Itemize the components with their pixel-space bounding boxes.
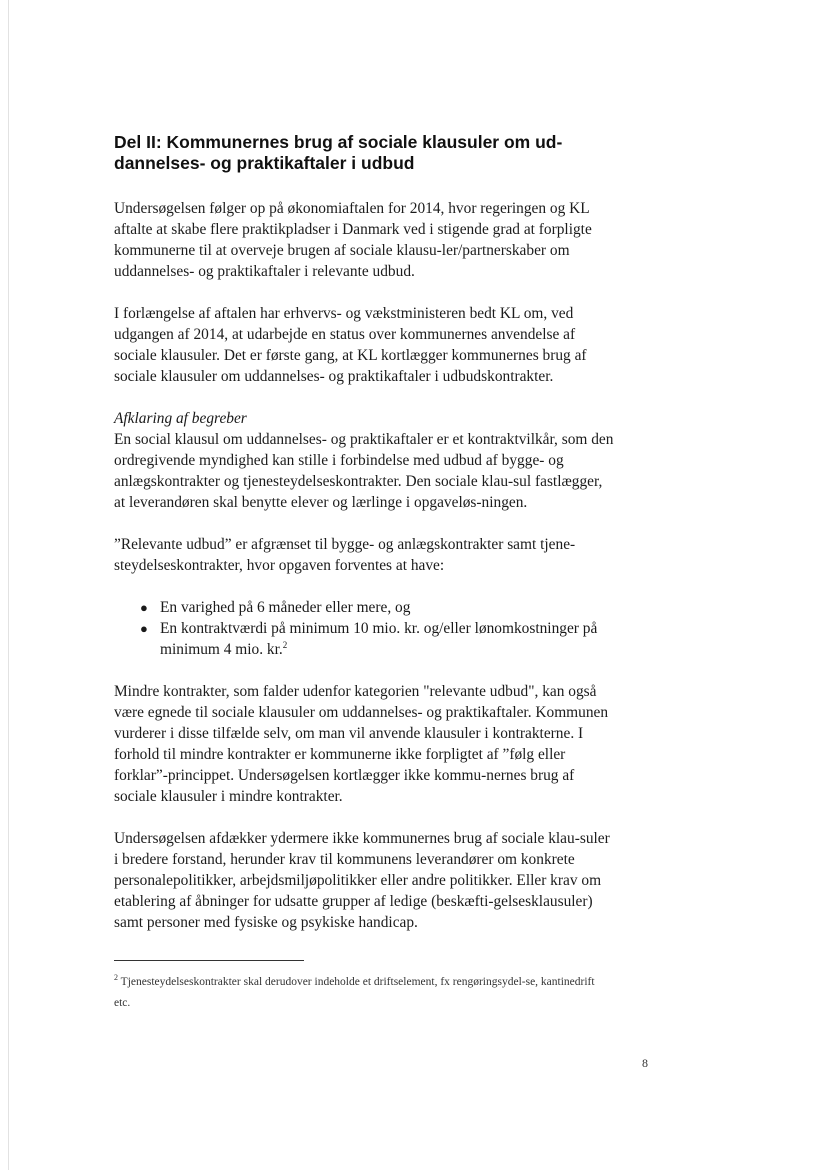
bullet-icon: ● — [140, 621, 148, 636]
footnote-number: 2 — [114, 973, 118, 983]
document-page — [114, 132, 614, 954]
list-item-text: En kontraktværdi på minimum 10 mio. kr. og/eller lønomkostninger på minimum 4 mio. kr. — [160, 620, 598, 658]
paragraph-1: Undersøgelsen følger op på økonomiaftalen for 2014, hvor regeringen og KL aftalte at skabe flere praktikpladser i Danmark ved i stigende grad at forpligte kommunerne til at overveje brugen af sociale klausu-ler/partnerskaber om uddannelses- og praktikaftaler i relevante udbud. — [114, 200, 592, 280]
bullet-icon: ● — [140, 600, 148, 615]
footnote-text: Tjenesteydelseskontrakter skal derudover indeholde et driftselement, fx rengøringsydel-se, kantinedrift etc. — [114, 976, 595, 1009]
subheading-definitions: Afklaring af begreber — [114, 410, 247, 427]
scan-edge-line — [8, 0, 9, 1170]
paragraph-2: I forlængelse af aftalen har erhvervs- og vækstministeren bedt KL om, ved udgangen af 2014, at udarbejde en status over kommunernes anvendelse af sociale klausuler. Det er første gang, at KL kortlægger kommunernes brug af sociale klausuler om uddannelses- og praktikaftaler i udbudskontrakter. — [114, 305, 587, 385]
criteria-list — [114, 597, 614, 660]
footnote — [114, 972, 609, 1014]
paragraph-6: Undersøgelsen afdækker ydermere ikke kommunernes brug af sociale klau-suler i bredere forstand, herunder krav til kommunens leverandører om konkrete personalepolitikker, arbejdsmiljøpolitikker eller andre politikker. Eller krav om etablering af åbninger for udsatte grupper af ledige (beskæfti-gelsesklausuler) samt personer med fysiske og psykiske handicap. — [114, 830, 610, 931]
page-number: 8 — [642, 1056, 648, 1070]
list-item — [114, 618, 614, 660]
section-heading: Del II: Kommunernes brug af sociale klausuler om ud-dannelses- og praktikaftaler i udbud — [114, 132, 563, 173]
footnote-reference: 2 — [282, 639, 288, 650]
footnote-divider — [114, 960, 304, 961]
paragraph-4: ”Relevante udbud” er afgrænset til bygge- og anlægskontrakter samt tjene-steydelseskontrakter, hvor opgaven forventes at have: — [114, 536, 576, 574]
paragraph-3: En social klausul om uddannelses- og praktikaftaler er et kontraktvilkår, som den ordregivende myndighed kan stille i forbindelse med udbud af bygge- og anlægskontrakter og tjenesteydelseskontrakter. Den sociale klau-sul fastlægger, at leverandøren skal benytte elever og lærlinge i opgaveløs-ningen. — [114, 431, 614, 511]
list-item — [114, 597, 614, 618]
list-item-text: En varighed på 6 måneder eller mere, og — [160, 599, 411, 616]
paragraph-5: Mindre kontrakter, som falder udenfor kategorien "relevante udbud", kan også være egnede til sociale klausuler om uddannelses- og praktikaftaler. Kommunen vurderer i disse tilfælde selv, om man vil anvende klausuler i kontrakterne. I forhold til mindre kontrakter er kommunerne ikke forpligtet af ”følg eller forklar”-princippet. Undersøgelsen kortlægger ikke kommu-nernes brug af sociale klausuler i mindre kontrakter. — [114, 683, 609, 805]
